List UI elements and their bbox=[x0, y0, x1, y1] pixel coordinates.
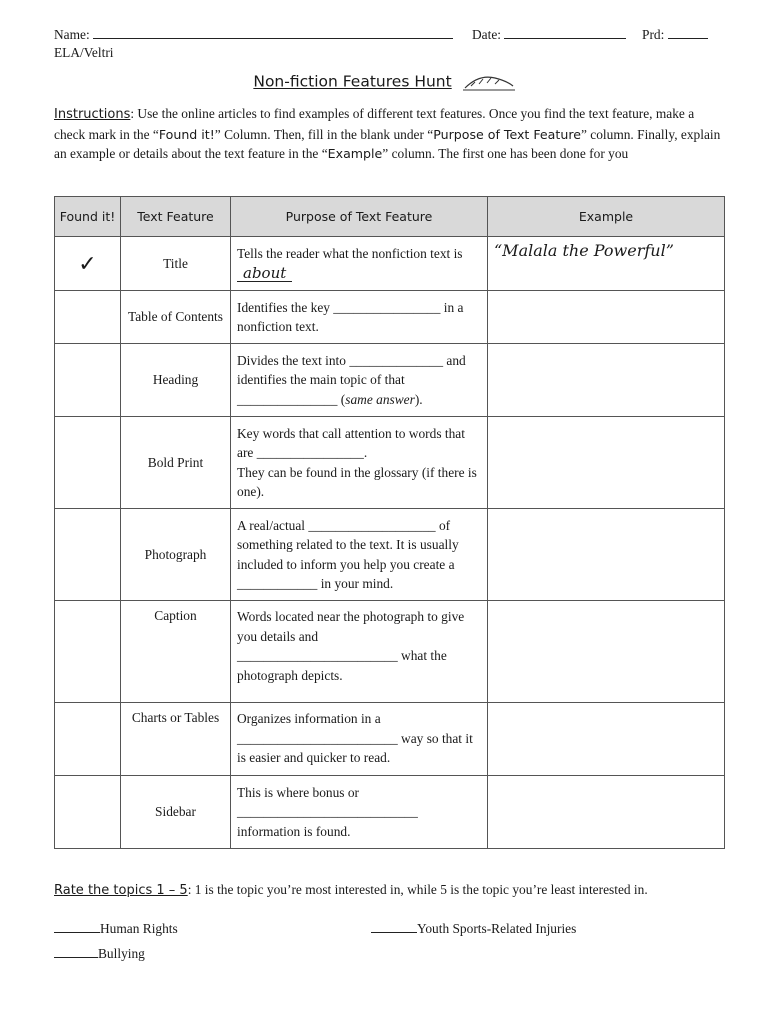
found-it-cell[interactable] bbox=[55, 509, 121, 601]
topic-bullying[interactable] bbox=[54, 945, 145, 962]
instructions-text-4: ” column. The first one has been done for you bbox=[382, 146, 629, 162]
instructions-text-2: ” Column. Then, fill in the blank under “ bbox=[214, 126, 434, 142]
found-it-cell[interactable] bbox=[55, 291, 121, 344]
purpose-emphasis: same answer bbox=[345, 391, 415, 407]
found-it-cell[interactable] bbox=[55, 776, 121, 849]
example-cell[interactable] bbox=[488, 291, 725, 344]
feature-cell: Table of Contents bbox=[121, 291, 231, 344]
text-features-table bbox=[54, 196, 725, 849]
rank-blank[interactable] bbox=[54, 945, 98, 958]
purpose-text: Key words that call attention to words that are ________________. bbox=[237, 425, 465, 460]
rating-text: : 1 is the topic you’re most interested in, while 5 is the topic you’re least interested in. bbox=[187, 882, 648, 897]
rank-blank[interactable] bbox=[371, 920, 417, 933]
table-row bbox=[55, 344, 725, 417]
table-row bbox=[55, 601, 725, 703]
instructions-text-1: : Use the online articles to find examples of different text features. Once you find the text feature, make a check mark in the “ bbox=[54, 106, 695, 142]
found-it-cell[interactable] bbox=[55, 601, 121, 703]
name-label: Name: bbox=[54, 27, 90, 42]
purpose-cell[interactable]: A real/actual ___________________ of something related to the text. It is usually included to inform you help you create a ____________ in your mind. bbox=[231, 509, 488, 601]
header-found-it: Found it! bbox=[55, 197, 121, 237]
class-label: ELA/Veltri bbox=[54, 45, 114, 60]
example-cell[interactable] bbox=[488, 417, 725, 509]
found-it-cell[interactable] bbox=[55, 417, 121, 509]
example-cell[interactable] bbox=[488, 601, 725, 703]
checkmark-icon: ✓ bbox=[78, 250, 97, 276]
title-text: Non-fiction Features Hunt bbox=[253, 72, 452, 91]
example-cell[interactable] bbox=[488, 776, 725, 849]
purpose-cell[interactable] bbox=[231, 417, 488, 509]
topic-human-rights[interactable] bbox=[54, 920, 178, 937]
purpose-text: Divides the text into ______________ and identifies the main topic of that _______________ ( bbox=[237, 352, 466, 407]
rank-blank[interactable] bbox=[54, 920, 100, 933]
topic-youth-sports-injuries[interactable] bbox=[371, 920, 576, 937]
feature-cell: Heading bbox=[121, 344, 231, 417]
purpose-cell[interactable] bbox=[231, 237, 488, 291]
student-info-row bbox=[54, 26, 724, 44]
found-it-cell[interactable] bbox=[55, 344, 121, 417]
purpose-cell[interactable]: Words located near the photograph to give you details and ________________________ what the photograph depicts. bbox=[231, 601, 488, 703]
keyword-example: Example bbox=[327, 146, 383, 162]
table-row bbox=[55, 509, 725, 601]
example-text: “Malala the Powerful” bbox=[494, 241, 674, 260]
date-label: Date: bbox=[472, 27, 501, 42]
found-it-cell[interactable] bbox=[55, 703, 121, 776]
filled-answer: about bbox=[237, 265, 292, 282]
topic-label: Bullying bbox=[98, 946, 145, 961]
found-it-cell[interactable] bbox=[55, 237, 121, 291]
worksheet-title bbox=[0, 72, 770, 92]
table-row bbox=[55, 703, 725, 776]
period-field[interactable] bbox=[642, 26, 708, 43]
period-label: Prd: bbox=[642, 27, 665, 42]
purpose-cell[interactable]: Organizes information in a ________________________ way so that it is easier and quicker to read. bbox=[231, 703, 488, 776]
purpose-cell[interactable]: Identifies the key ________________ in a nonfiction text. bbox=[231, 291, 488, 344]
rating-instructions bbox=[54, 882, 734, 898]
feature-cell: Charts or Tables bbox=[121, 703, 231, 776]
example-cell[interactable] bbox=[488, 344, 725, 417]
table-row bbox=[55, 291, 725, 344]
date-field[interactable] bbox=[472, 26, 626, 43]
header-purpose: Purpose of Text Feature bbox=[231, 197, 488, 237]
header-text-feature: Text Feature bbox=[121, 197, 231, 237]
purpose-text: Tells the reader what the nonfiction text is bbox=[237, 246, 463, 261]
keyword-found-it: Found it! bbox=[158, 126, 215, 142]
purpose-text-end: ). bbox=[414, 391, 423, 407]
table-header-row bbox=[55, 197, 725, 237]
table-row bbox=[55, 417, 725, 509]
instructions-text-3: ” column. Finally, explain an example or details about the text feature in the “ bbox=[54, 126, 721, 162]
instructions-paragraph bbox=[54, 104, 726, 164]
name-field[interactable] bbox=[54, 26, 453, 43]
topic-label: Human Rights bbox=[100, 921, 178, 936]
purpose-text-2: They can be found in the glossary (if there is one). bbox=[237, 464, 477, 499]
feature-cell: Photograph bbox=[121, 509, 231, 601]
example-cell[interactable] bbox=[488, 703, 725, 776]
topic-label: Youth Sports-Related Injuries bbox=[417, 921, 577, 936]
feature-cell: Caption bbox=[121, 601, 231, 703]
purpose-cell[interactable] bbox=[231, 344, 488, 417]
header-example: Example bbox=[488, 197, 725, 237]
magnifier-doodle-icon bbox=[461, 72, 517, 92]
table-row bbox=[55, 237, 725, 291]
feature-cell: Title bbox=[121, 237, 231, 291]
keyword-purpose: Purpose of Text Feature bbox=[433, 126, 581, 142]
instructions-label: Instructions bbox=[54, 107, 131, 122]
purpose-cell[interactable]: This is where bonus or ___________________________ information is found. bbox=[231, 776, 488, 849]
feature-cell: Bold Print bbox=[121, 417, 231, 509]
feature-cell: Sidebar bbox=[121, 776, 231, 849]
rating-label: Rate the topics 1 – 5 bbox=[54, 883, 188, 898]
example-cell[interactable] bbox=[488, 237, 725, 291]
example-cell[interactable] bbox=[488, 509, 725, 601]
table-row bbox=[55, 776, 725, 849]
